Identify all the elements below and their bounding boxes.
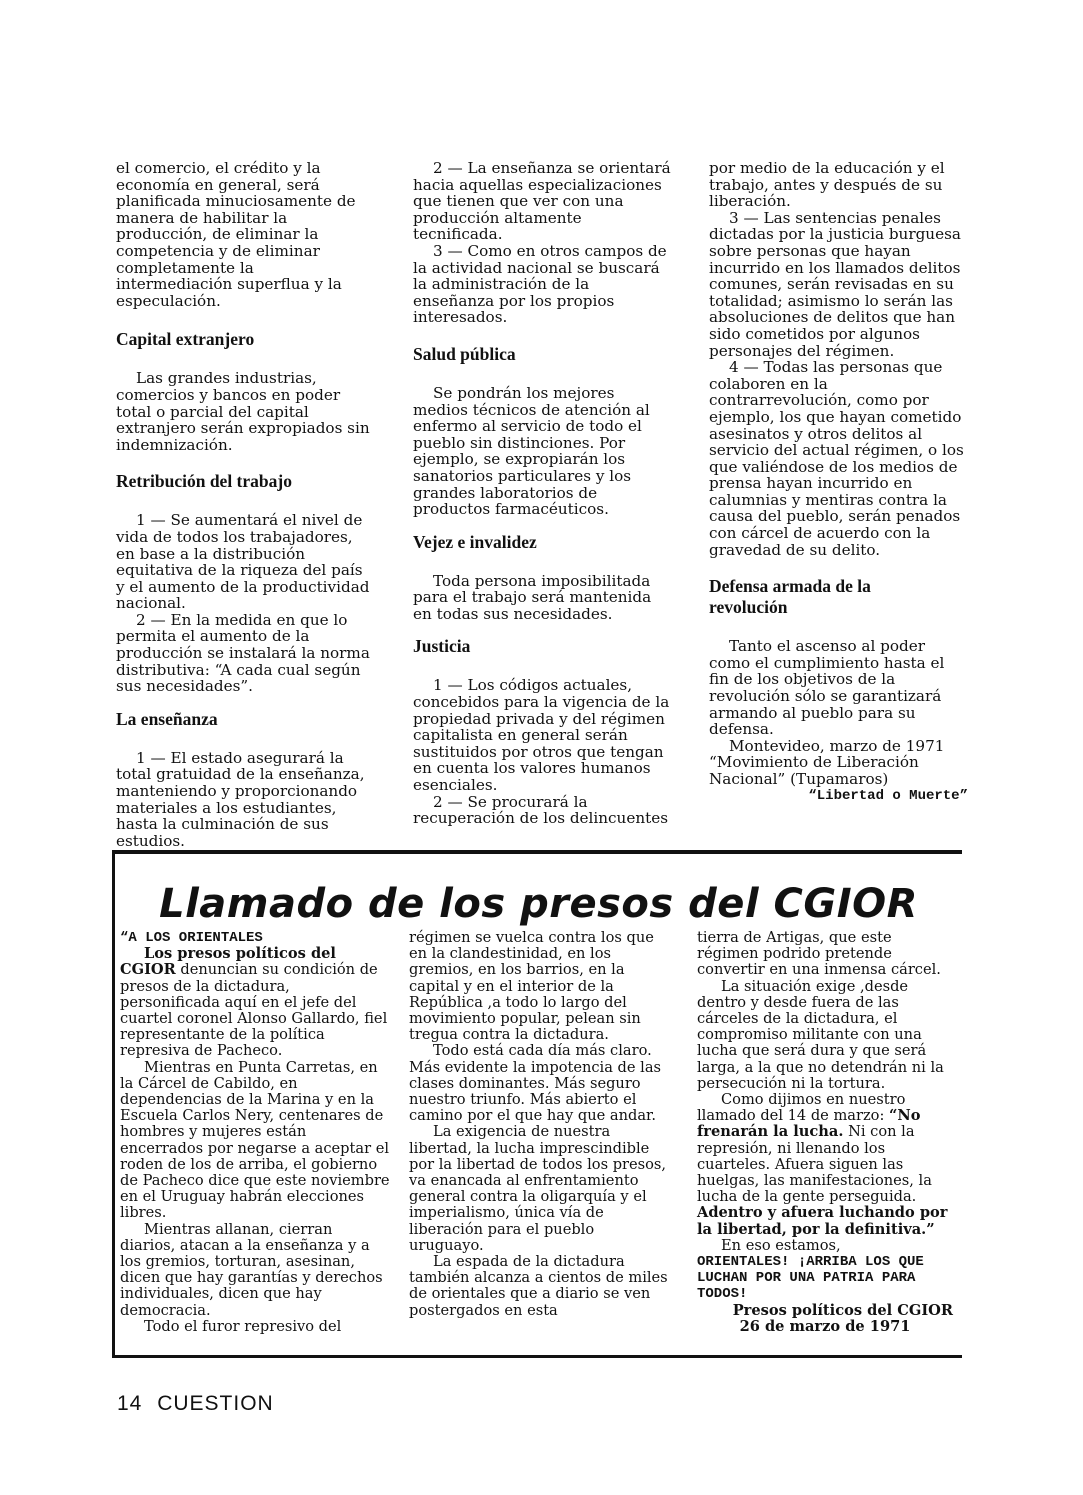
section-heading-retribucion: Retribución del trabajo (116, 471, 292, 492)
paragraph: La situación exige ,desde dentro y desde fuera de las cárceles de la dictadura, el compromiso militante con una lucha que será dura y que será larga, a la que no detendrán ni la persecución ni la tortura. (697, 977, 944, 1092)
paragraph: Tanto el ascenso al poder como el cumplimiento hasta el fin de los objetivos de la revolución sólo se garantizará armando al pueblo para su defensa. (709, 637, 945, 739)
paragraph: 1 — Los códigos actuales, concebidos para la vigencia de la propiedad privada y del régimen capitalista en general serán sustituidos por otros que tengan en cuenta los valores humanos esenciales. (413, 676, 670, 795)
signature-date: 26 de marzo de 1971 (739, 1317, 911, 1335)
page-footer (117, 1392, 274, 1416)
signature: Presos políticos del CGIOR (732, 1301, 953, 1319)
paragraph (120, 946, 390, 1059)
publication-name: CUESTION (157, 1392, 274, 1415)
paragraph: Toda persona imposibilitada para el trabajo será mantenida en todas sus necesidades. (413, 571, 652, 623)
section-heading-defensa: Defensa armada de la revolución (709, 576, 871, 618)
paragraph: tierra de Artigas, que este régimen podrido pretende convertir en una inmensa cárcel. (697, 929, 941, 979)
motto: “Libertad o Muerte” (808, 787, 968, 804)
paragraph: Todo el furor represivo del (144, 1317, 342, 1335)
lead-bold: Los presos políticos del CGIOR (120, 945, 336, 979)
paragraph: Mientras en Punta Carretas, en la Cárcel de Cabildo, en dependencias de la Marina y en la Escuela Carlos Nery, centenares de hombres y mujeres están encerrados por negarse a aceptar el roden de los de arriba, el gobierno de Pacheco dice que este noviembre en el Uruguay habrán elecciones libres. (120, 1058, 390, 1222)
paragraph: Todo está cada día más claro. Más evidente la impotencia de las clases dominantes. Más seguro nuestro triunfo. Más abierto el camino por el que hay que andar. (409, 1042, 662, 1125)
paragraph (697, 1092, 953, 1238)
section-heading-justicia: Justicia (413, 636, 471, 657)
paragraph: 1 — El estado asegurará la total gratuidad de la enseñanza, manteniendo y proporcionando materiales a los estudiantes, hasta la culminación de sus estudios. (116, 748, 365, 850)
article-column-2 (413, 160, 671, 827)
paragraph: régimen se vuelca contra los que en la clandestinidad, en los gremios, en los barrios, en la capital y en el interior de la República ,a todo lo largo del movimiento popular, pelean sin tregua contra la dictadura. (409, 929, 654, 1044)
article-column-1 (116, 160, 373, 849)
section-heading-ensenanza: La enseñanza (116, 708, 218, 729)
paragraph: 4 — Todas las personas que colaboren en la contrarrevolución, como por ejemplo, los que hayan cometido asesinatos y otros delitos al servicio del actual régimen, o los que valiéndose de los medios de prensa hayan incurrido en calumnias y mentiras contra la causa del pueblo, serán penados con cárcel de acuerdo con la gravedad de su delito. (709, 358, 964, 559)
article-column-3 (709, 160, 968, 804)
paragraph: 3 — Las sentencias penales dictadas por la justicia burguesa sobre personas que hayan incurrido en los llamados delitos comunes, serán revisadas en su totalidad; asimismo lo serán las absoluciones de delitos que han sido cometidos por algunos personajes del régimen. (709, 208, 961, 360)
boxed-column-3 (697, 930, 953, 1335)
paragraph: Mientras allanan, cierran diarios, atacan a la enseñanza y a los gremios, torturan, asesinan, dicen que hay garantías y derechos individuales, dicen que hay democracia. (120, 1220, 383, 1319)
section-heading-vejez: Vejez e invalidez (413, 531, 537, 552)
paragraph: 2 — En la medida en que lo permita el aumento de la producción se instalará la norma distributiva: “A cada cual según sus necesidades”. (116, 610, 370, 696)
quote-text: Ni con la represión, ni llenando los cuarteles. Afuera siguen las huelgas, las manifestaciones, la lucha de la gente perseguida. (697, 1123, 932, 1206)
quote-bold-1: “No frenarán la lucha. (697, 1107, 921, 1141)
section-heading-salud: Salud pública (413, 343, 516, 364)
paragraph: La exigencia de nuestra libertad, la lucha imprescindible por la libertad de todos los presos, va enancada al enfrentamiento general contra la oligarquía y el imperialismo, única vía de liberación para el pueblo uruguayo. (409, 1123, 667, 1254)
paragraph: La espada de la dictadura también alcanza a cientos de miles de orientales que a diario se ven postergados en esta (409, 1253, 668, 1319)
addressee-heading: “A LOS ORIENTALES (120, 930, 263, 946)
paragraph: Las grandes industrias, comercios y bancos en poder total o parcial del capital extranjero serán expropiados sin indemnización. (116, 369, 370, 454)
paragraph: Se pondrán los mejores medios técnicos de atención al enfermo al servicio de todo el pueblo sin distinciones. Por ejemplo, se expropiarán los sanatorios particulares y los grandes laboratorios de productos farmacéuticos. (413, 383, 650, 519)
paragraph: 2 — La enseñanza se orientará hacia aquellas especializaciones que tienen que ver con una producción altamente tecnificada. (413, 159, 671, 244)
lead-text: denuncian su condición de presos de la dictadura, personificada aquí en el jefe del cuartel coronel Alonso Gallardo, fiel representante de la política represiva de Pacheco. (120, 961, 388, 1060)
signature-organization: “Movimiento de Liberación Nacional” (Tupamaros) (709, 753, 919, 788)
section-heading-capital: Capital extranjero (116, 329, 255, 350)
quote-bold-2: Adentro y afuera luchando por la libertad, por la definitiva.” (697, 1204, 948, 1238)
page-number: 14 (117, 1392, 143, 1415)
boxed-article-title: Llamado de los presos del CGIOR (159, 881, 918, 927)
paragraph: por medio de la educación y el trabajo, antes y después de su liberación. (709, 159, 945, 211)
dateline: Montevideo, marzo de 1971 (729, 736, 945, 755)
boxed-column-1 (120, 930, 390, 1335)
paragraph: 2 — Se procurará la recuperación de los delincuentes (413, 792, 668, 828)
slogan: ORIENTALES! ¡ARRIBA LOS QUE LUCHAN POR UNA PATRIA PARA TODOS! (697, 1254, 924, 1303)
paragraph: 3 — Como en otros campos de la actividad nacional se buscará la administración de la enseñanza por los propios interesados. (413, 241, 667, 327)
paragraph: el comercio, el crédito y la economía en general, será planificada minuciosamente de manera de habilitar la producción, de eliminar la competencia y de eliminar completamente la intermediación superflua y la especulación. (116, 159, 356, 310)
quote-intro: Como dijimos en nuestro llamado del 14 de marzo: (697, 1091, 906, 1125)
paragraph: 1 — Se aumentará el nivel de vida de todos los trabajadores, en base a la distribución equitativa de la riqueza del país y el aumento de la productividad nacional. (116, 511, 370, 613)
boxed-column-2 (409, 930, 673, 1319)
paragraph: En eso estamos, (721, 1236, 841, 1254)
